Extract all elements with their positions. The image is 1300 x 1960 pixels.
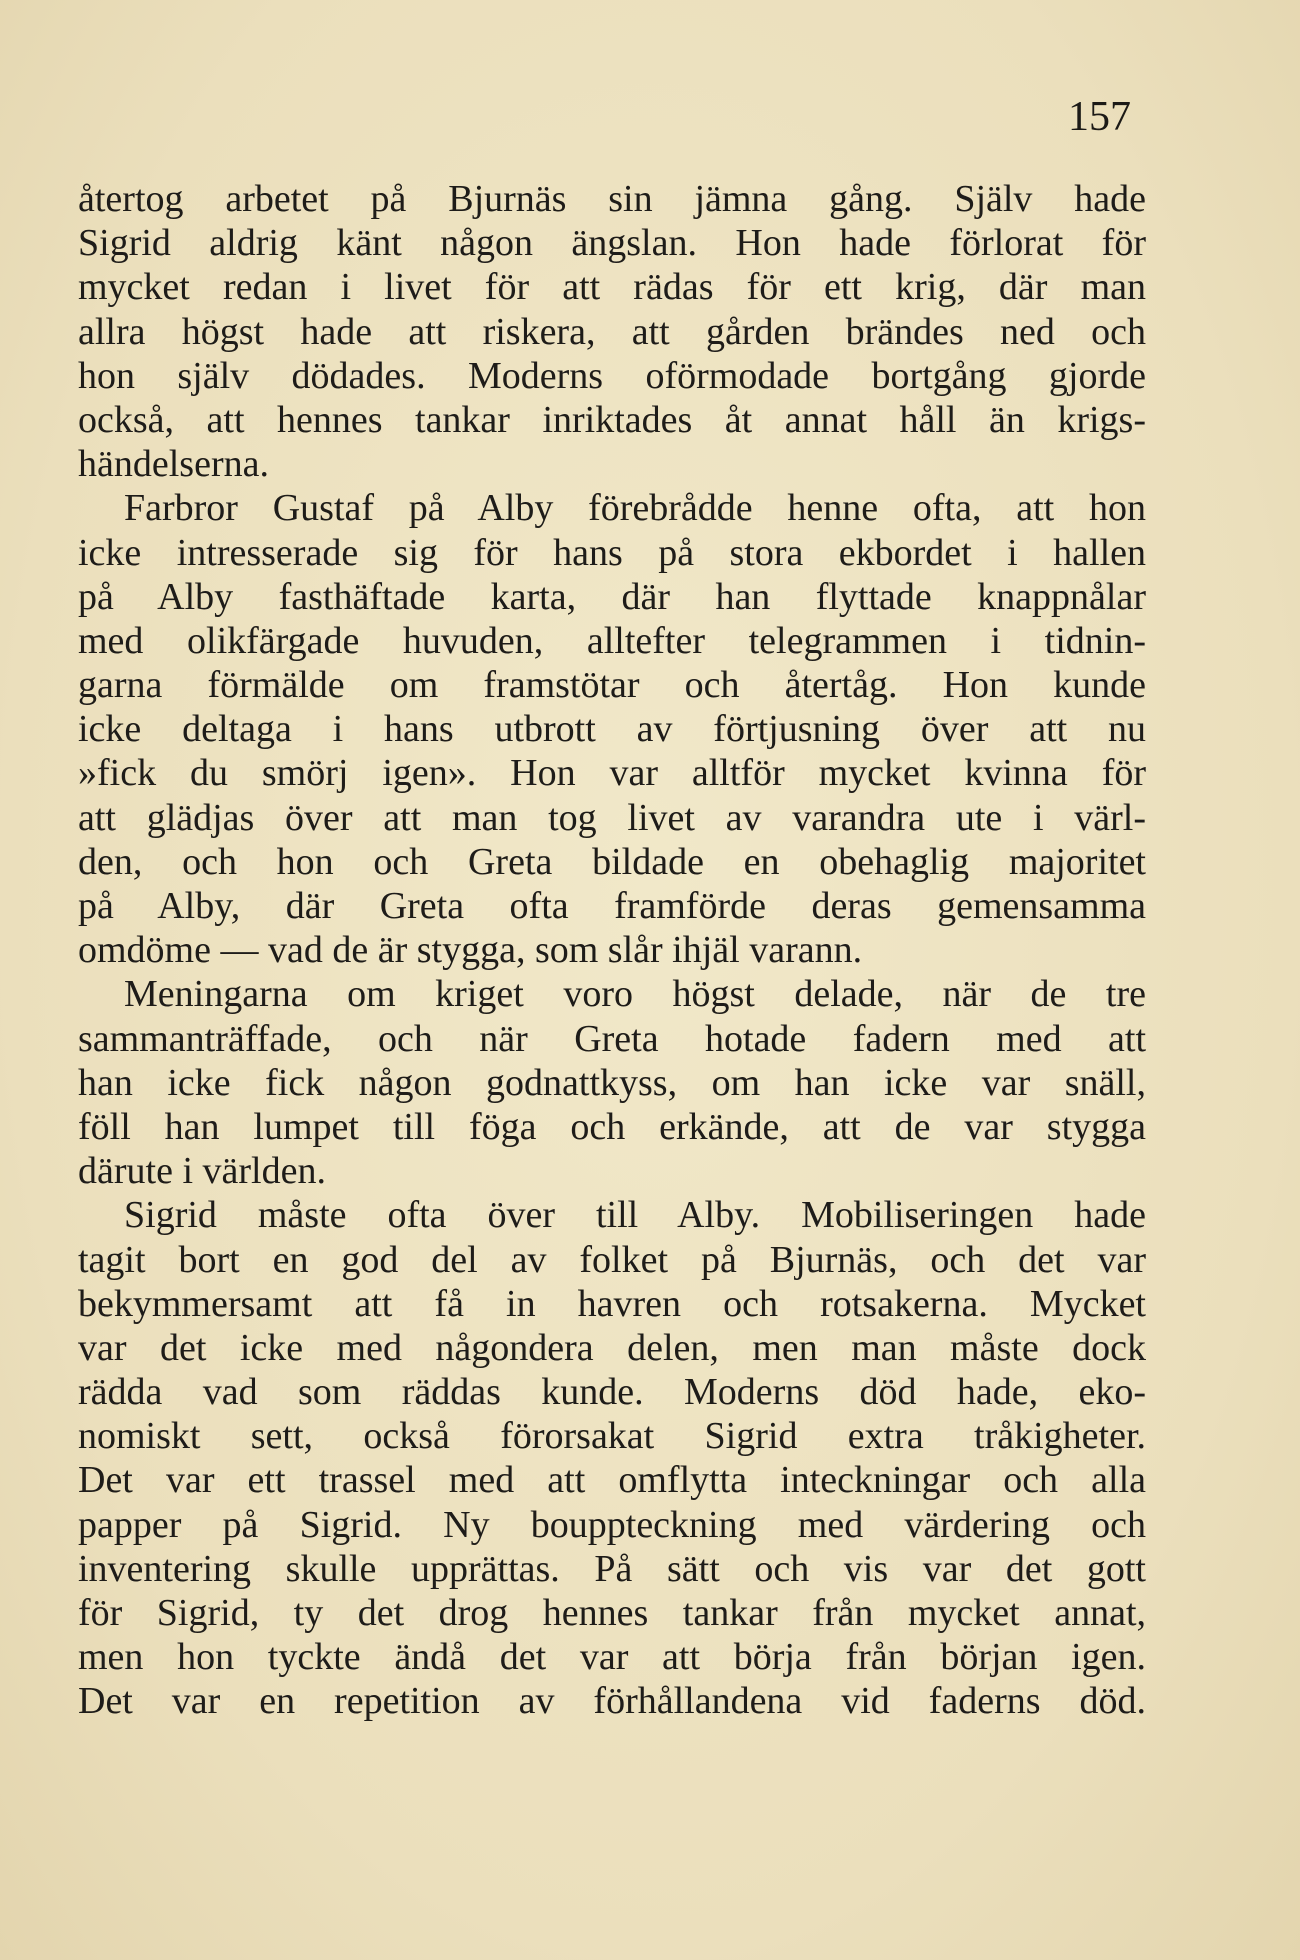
text-line: med olikfärgade huvuden, alltefter telegrammen i tidnin- bbox=[78, 619, 1146, 662]
text-line: nomiskt sett, också förorsakat Sigrid extra tråkigheter. bbox=[78, 1415, 1146, 1458]
text-line: på Alby, där Greta ofta framförde deras gemensamma bbox=[78, 885, 1146, 927]
text-line: för Sigrid, ty det drog hennes tankar från mycket annat, bbox=[78, 1592, 1146, 1634]
text-line: var det icke med någondera delen, men man måste dock bbox=[78, 1326, 1146, 1369]
text-line: att glädjas över att man tog livet av varandra ute i värl- bbox=[78, 796, 1146, 839]
text-line: därute i världen. bbox=[78, 1150, 326, 1193]
text-line: icke intresserade sig för hans på stora ekbordet i hallen bbox=[78, 531, 1146, 574]
paragraph-start-line: Meningarna om kriget voro högst delade, när de tre bbox=[124, 973, 1146, 1016]
text-line: papper på Sigrid. Ny bouppteckning med värdering och bbox=[78, 1503, 1146, 1546]
text-line: inventering skulle upprättas. På sätt och vis var det gott bbox=[78, 1547, 1146, 1590]
text-line: »fick du smörj igen». Hon var alltför mycket kvinna för bbox=[78, 752, 1146, 795]
text-line: återtog arbetet på Bjurnäs sin jämna gång. Själv hade bbox=[78, 178, 1146, 220]
text-line: rädda vad som räddas kunde. Moderns död hade, eko- bbox=[78, 1371, 1146, 1414]
paragraph-start-line: Farbror Gustaf på Alby förebrådde henne ofta, att hon bbox=[124, 487, 1146, 530]
text-line: sammanträffade, och när Greta hotade fadern med att bbox=[78, 1017, 1146, 1060]
paragraph-start-line: Sigrid måste ofta över till Alby. Mobiliseringen hade bbox=[124, 1194, 1146, 1237]
text-line: icke deltaga i hans utbrott av förtjusning över att nu bbox=[78, 708, 1146, 751]
text-line: mycket redan i livet för att rädas för ett krig, där man bbox=[78, 266, 1146, 309]
text-line: Sigrid aldrig känt någon ängslan. Hon hade förlorat för bbox=[78, 222, 1146, 265]
text-line: han icke fick någon godnattkyss, om han icke var snäll, bbox=[78, 1061, 1146, 1104]
text-line: också, att hennes tankar inriktades åt annat håll än krigs- bbox=[78, 398, 1146, 441]
text-line: allra högst hade att riskera, att gården brändes ned och bbox=[78, 310, 1146, 353]
text-line: händelserna. bbox=[78, 443, 269, 486]
text-line: omdöme — vad de är stygga, som slår ihjäl varann. bbox=[78, 929, 863, 972]
text-line: garna förmälde om framstötar och återtåg. Hon kunde bbox=[78, 664, 1146, 707]
text-line: på Alby fasthäftade karta, där han flyttade knappnålar bbox=[78, 575, 1146, 618]
text-line: föll han lumpet till föga och erkände, att de var stygga bbox=[78, 1105, 1146, 1148]
text-line: den, och hon och Greta bildade en obehaglig majoritet bbox=[78, 840, 1146, 883]
text-line: Det var en repetition av förhållandena vid faderns död. bbox=[78, 1680, 1146, 1723]
text-line: hon själv dödades. Moderns oförmodade bortgång gjorde bbox=[78, 354, 1146, 397]
page-number: 157 bbox=[1068, 94, 1131, 140]
text-line: tagit bort en god del av folket på Bjurnäs, och det var bbox=[78, 1238, 1146, 1281]
body-text bbox=[78, 177, 1146, 1724]
text-line: bekymmersamt att få in havren och rotsakerna. Mycket bbox=[78, 1282, 1146, 1325]
text-line: Det var ett trassel med att omflytta inteckningar och alla bbox=[78, 1459, 1146, 1502]
text-line: men hon tyckte ändå det var att börja från början igen. bbox=[78, 1636, 1146, 1679]
